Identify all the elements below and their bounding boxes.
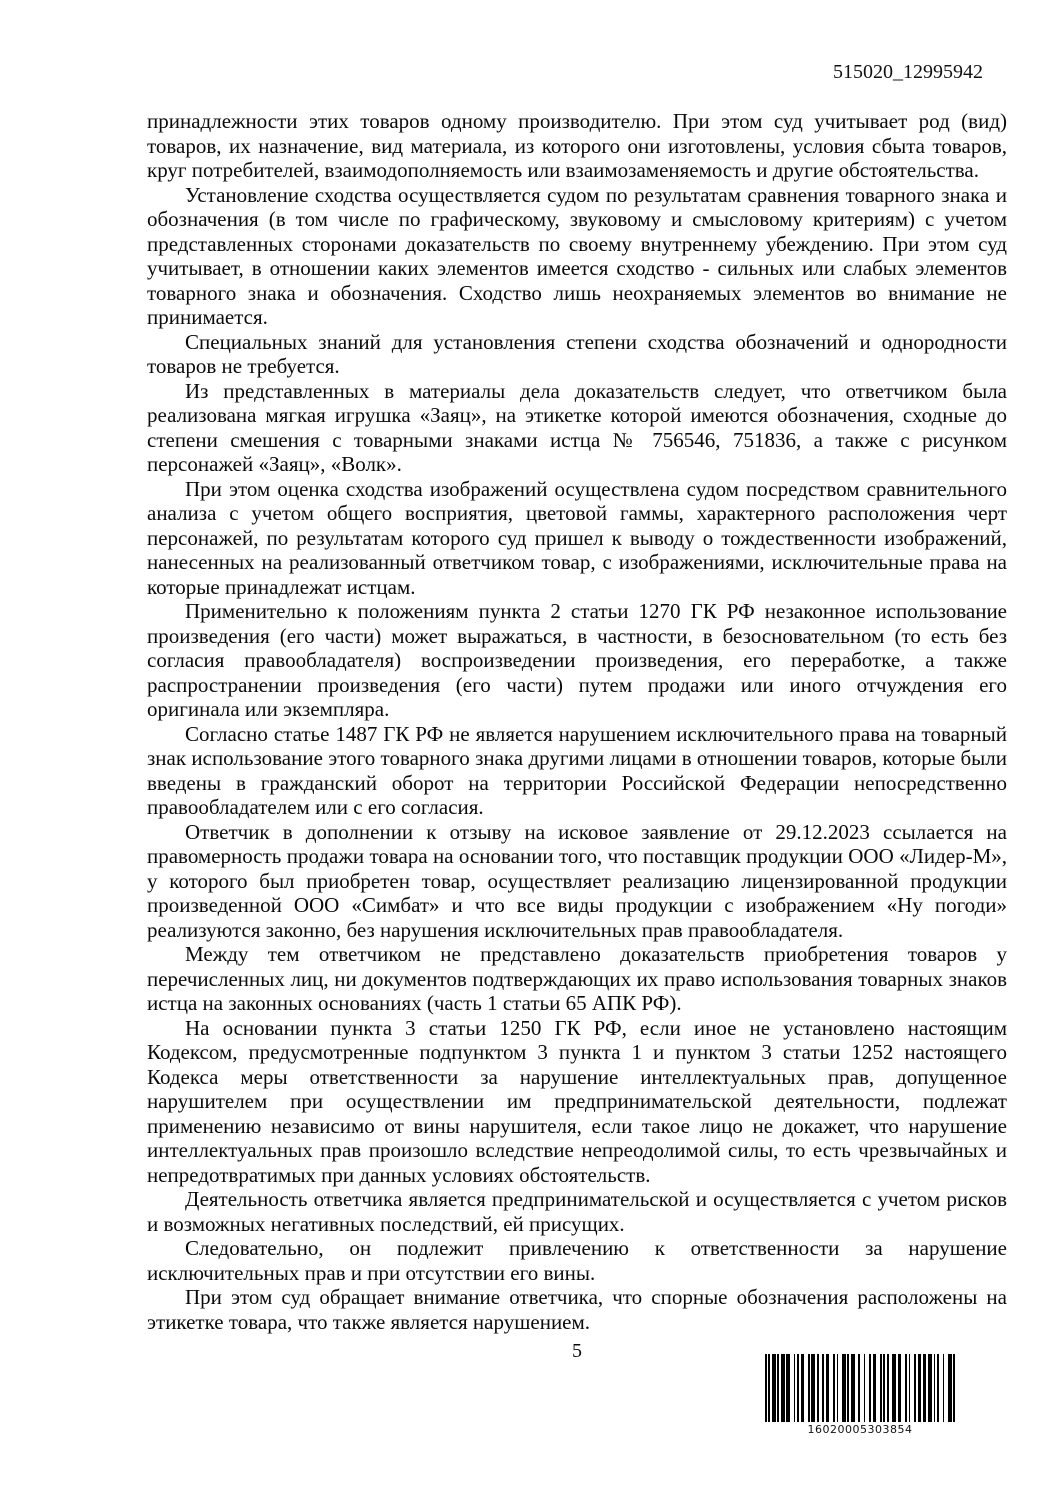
paragraph-2: Установление сходства осуществляется судом по результатам сравнения товарного знака и обозначения (в том числе по графическому, звуковому и смысловому критериям) с учетом представленных сторонами доказательств по своему внутреннему убеждению. При этом суд учитывает, в отношении каких элементов имеется сходство - сильных или слабых элементов товарного знака и обозначения. Сходство лишь неохраняемых элементов во внимание не принимается. [147,182,1007,329]
barcode-number: 16020005303854 [807,1423,913,1436]
paragraph-9: Между тем ответчиком не представлено доказательств приобретения товаров у перечисленных лиц, ни документов подтверждающих их право использования товарных знаков истца на законных основаниях (часть 1 статьи 65 АПК РФ). [147,942,1007,1015]
document-body [147,109,1007,1334]
paragraph-8: Ответчик в дополнении к отзыву на исковое заявление от 29.12.2023 ссылается на правомерность продажи товара на основании того, что поставщик продукции ООО «Лидер-М», у которого был приобретен товар, осуществляет реализацию лицензированной продукции произведенной ООО «Симбат» и что все виды продукции с изображением «Ну погоди» реализуются законно, без нарушения исключительных прав правообладателя. [147,819,1007,942]
paragraph-12: Следовательно, он подлежит привлечению к ответственности за нарушение исключительных прав и при отсутствии его вины. [147,1236,1007,1285]
barcode-bars-icon [765,1354,955,1422]
paragraph-11: Деятельность ответчика является предпринимательской и осуществляется с учетом рисков и возможных негативных последствий, ей присущих. [147,1187,1007,1236]
paragraph-6: Применительно к положениям пункта 2 статьи 1270 ГК РФ незаконное использование произведения (его части) может выражаться, в частности, в безосновательном (то есть без согласия правообладателя) воспроизведении произведения, его переработке, а также распространении произведения (его части) путем продажи или иного отчуждения его оригинала или экземпляра. [147,599,1007,721]
barcode [762,1354,958,1436]
paragraph-7: Согласно статье 1487 ГК РФ не является нарушением исключительного права на товарный знак использование этого товарного знака другими лицами в отношении товаров, которые были введены в гражданский оборот на территории Российской Федерации непосредственно правообладателем или с его согласия. [147,721,1007,819]
paragraph-1: принадлежности этих товаров одному производителю. При этом суд учитывает род (вид) товаров, их назначение, вид материала, из которого они изготовлены, условия сбыта товаров, круг потребителей, взаимодополняемость или взаимозаменяемость и другие обстоятельства. [147,109,1007,182]
document-id: 515020_12995942 [833,61,983,83]
paragraph-10: На основании пункта 3 статьи 1250 ГК РФ, если иное не установлено настоящим Кодексом, предусмотренные подпунктом 3 пункта 1 и пунктом 3 статьи 1252 настоящего Кодекса меры ответственности за нарушение интеллектуальных прав, допущенное нарушителем при осуществлении им предпринимательской деятельности, подлежат применению независимо от вины нарушителя, если такое лицо не докажет, что нарушение интеллектуальных прав произошло вследствие непреодолимой силы, то есть чрезвычайных и непредотвратимых при данных условиях обстоятельств. [147,1015,1007,1187]
paragraph-3: Специальных знаний для установления степени сходства обозначений и однородности товаров не требуется. [147,329,1007,378]
paragraph-5: При этом оценка сходства изображений осуществлена судом посредством сравнительного анализа с учетом общего восприятия, цветовой гаммы, характерного расположения черт персонажей, по результатам которого суд пришел к выводу о тождественности изображений, нанесенных на реализованный ответчиком товар, с изображениями, исключительные права на которые принадлежат истцам. [147,476,1007,599]
paragraph-4: Из представленных в материалы дела доказательств следует, что ответчиком была реализована мягкая игрушка «Заяц», на этикетке которой имеются обозначения, сходные до степени смешения с товарными знаками истца № 756546, 751836, а также с рисунком персонажей «Заяц», «Волк». [147,378,1007,476]
paragraph-13: При этом суд обращает внимание ответчика, что спорные обозначения расположены на этикетке товара, что также является нарушением. [147,1285,1007,1334]
page-number: 5 [572,1340,582,1362]
